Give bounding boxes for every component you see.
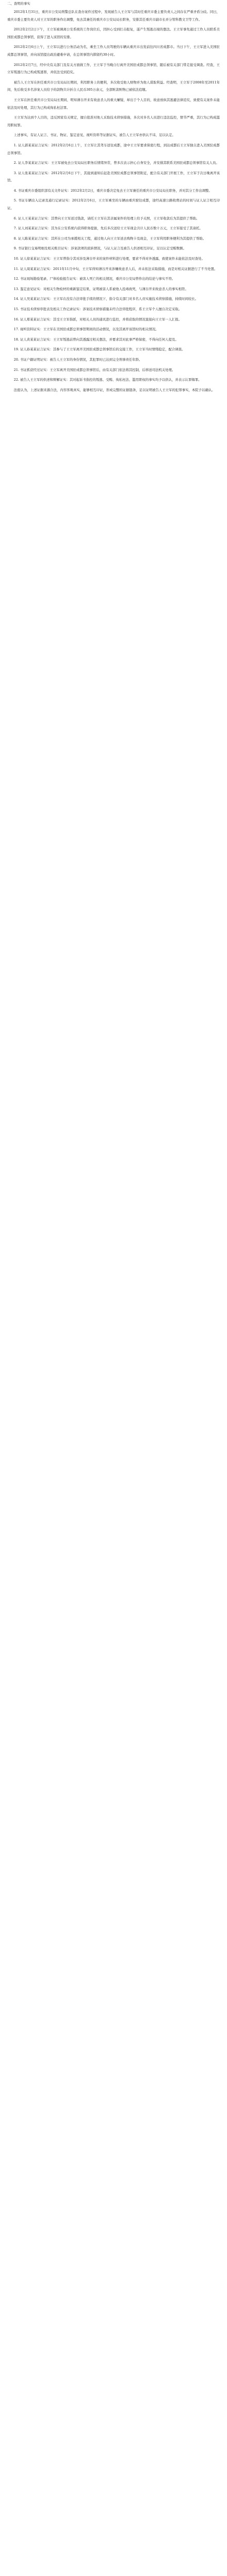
paragraph: 13. 鉴定意见证实：对相关生物检材的重新鉴定结果，证明被害人系被他人投毒致死，与薄谷开来故意杀人的事实相符。: [13, 286, 188, 291]
paragraph: 17. 视听资料证实：王立军在美国驻成都总领事馆期间的活动情况，以及其离开该馆时的相关情况。: [13, 327, 159, 332]
paragraph: 1. 证人郭某某证言证实：2012年2月6日上午，王立军让其驾车送往成都，途中王立军要求保密行程，到达成都后王立军独自进入美国驻成都总领事馆。: [7, 143, 220, 155]
paragraph: 5. 书证车辆出入记录及通行记录证实：2012年2月6日，王立军乘坐的车辆由重庆驶往成都，途经高速公路收费站的时间与证人证言相互印证。: [7, 198, 220, 211]
paragraph: 21. 书证抓获经过证实：王立军离开美国驻成都总领事馆后，由有关部门依法将其控制，后移送司法机关处理。: [13, 367, 175, 372]
paragraph: 王立军为达到个人目的，违反国家有关规定，擅自批准对他人采取技术侦察措施，多次对多名人员进行违法监控，情节严重，其行为已构成滥用职权罪。: [7, 115, 220, 127]
paragraph: 8. 证人陈某某证言证实：其所在公司为承揽相关工程，通过他人向王立军送去购物卡及现金，王立军利用职务便利为其提供了帮助。: [13, 236, 206, 241]
paragraph: 20. 书证户籍证明证实：被告人王立军的身份情况，其犯罪时已达到完全刑事责任年龄。: [13, 357, 142, 362]
paragraph: 7. 证人刘某某证言证实：其为在公安系统内获得职务提拔，先后多次送给王立军现金共计人民币数十万元，王立军接受了其请托。: [13, 226, 203, 231]
paragraph: 11. 证人周某某证言证实：2011年11月中旬，王立军得知薄谷开来涉嫌故意杀人后，并未依法采取措施，而是对相关证据进行了不当处置。: [13, 266, 218, 271]
paragraph: 法庭认为，上述证据来源合法，内容客观真实，能够相互印证，形成完整的证据链条，足以证明被告人王立军的犯罪事实，本院予以确认。: [13, 387, 215, 392]
paragraph: 2. 证人李某某证言证实：王立军被免去公安局局长职务后情绪异常，曾多次表示担心自身安全，并安排其联系美国驻成都总领事馆有关人员。: [13, 161, 219, 165]
paragraph: 9. 书证银行交易明细及相关账目证实：涉案款项的流转情况，与证人证言及被告人供述相互印证，足以认定受贿数额。: [13, 246, 186, 251]
section-title: 二、查明的事实: [7, 2, 30, 6]
paragraph: 15. 书证技术侦察审批表及相关工作记录证实：涉案技术侦察措施未经合法审批程序，系王立军个人擅自决定采取。: [13, 307, 182, 311]
paragraph: 16. 证人郑某某证言证实：其受王立军指派，对相关人员的通讯进行监控，并将获取的情况直接向王立军一人汇报。: [13, 317, 182, 321]
paragraph: 被告人王立军在担任重庆市公安局局长期间，利用职务上的便利，多次收受他人财物并为他人谋取利益。经查明，王立军于2008年至2011年间，先后收受多名涉案人员给予的款物共计折合人民币305万余元，全部赃款赃物已被依法追缴。: [7, 80, 220, 92]
paragraph: 上述事实，有证人证言、书证、物证、鉴定意见、视听资料等证据证实，被告人王立军亦供认不讳，足以认定。: [13, 133, 175, 138]
paragraph: 19. 证人孙某某证言证实：其参与了王立军离开美国驻成都总领事馆后的交接工作，王立军当时情绪稳定，配合调查。: [13, 347, 185, 352]
paragraph: 2012年1月31日，重庆市公安局刑警总队在查办案件过程中，发现被告人王立军与其时任重庆市委主要负责人之间存在严重矛盾分歧。同日，重庆市委主要负责人对王立军的职务作出调整，免去其兼任的重庆市公安局局长职务，安排其任重庆市副市长并分管科教文卫等工作。: [7, 10, 220, 22]
paragraph: 12. 书证现场勘验笔录、尸体检验报告证实：被害人死亡的相关情况，重庆市公安局曾作出的结论与事实不符。: [13, 277, 175, 281]
paragraph: 14. 证人吴某某证言证实：王立军在没有合法审批手续的情况下，指令有关部门对多名人员实施技术侦察措施，持续时间较长。: [13, 297, 199, 301]
paragraph: 2012年2月2日下午，王立军被调离公安系统的工作岗位后，因担心受到打击报复，遂产生叛逃出境的想法。王立军事先通过工作人员联系美国驻成都总领事馆，获得了进入该馆的安排。: [7, 27, 220, 39]
paragraph: 王立军在担任重庆市公安局局长期间，明知薄谷开来有故意杀人的重大嫌疑，却出于个人目的，故意放纵其逃避法律追究，致使有关案件未能依法及时处理，其行为已构成徇私枉法罪。: [7, 97, 220, 110]
document-body: [7, 1, 220, 396]
paragraph: 4. 书证重庆市委组织部有关文件证实：2012年2月2日，重庆市委决定免去王立军兼任的重庆市公安局局长职务，并对其分工作出调整。: [13, 188, 212, 193]
paragraph: 22. 被告人王立军的供述和辩解证实：其对起诉书指控的叛逃、受贿、徇私枉法、滥用职权的事实均予以供认，并表示认罪悔罪。: [13, 378, 202, 382]
paragraph: 6. 证人王某某证言证实：其曾向王立军送过钱款，请托王立军在其亲属案件的处理上给予关照，王立军收款后为其提供了帮助。: [13, 216, 200, 221]
paragraph: 18. 证人黄某某证言证实：王立军叛逃前曾向其透露过相关想法，并要求其对此事严格保密，不得向任何人提及。: [13, 337, 179, 342]
paragraph: 10. 证人徐某某证言证实：王立军曾指令其对涉及薄谷开来的案件材料进行处理，要求不得对外透露，致使案件未能依法及时查处。: [13, 257, 205, 261]
paragraph: 2012年2月7日，经中央有关部门及有关方面做工作，王立军于当晚自行离开美国驻成都总领事馆，随后被有关部门带走接受调查。经查，王立军叛逃行为已构成叛逃罪，并依法受到追究。: [7, 62, 220, 75]
paragraph-list: [7, 8, 220, 394]
paragraph: 2012年2月6日上午，王立军以进行公务活动为名，乘坐工作人员驾驶的车辆从重庆市出发前往四川省成都市。当日下午，王立军进入美国驻成都总领事馆，并向该馆提出政治避难申请，在总领事馆内滞留约30小时。: [7, 45, 220, 57]
paragraph: 3. 证人张某某证言证实：2012年2月6日下午，其接到通知后赶赴美国驻成都总领事馆附近，配合有关部门开展工作，王立军于次日晚离开该馆。: [7, 171, 220, 183]
